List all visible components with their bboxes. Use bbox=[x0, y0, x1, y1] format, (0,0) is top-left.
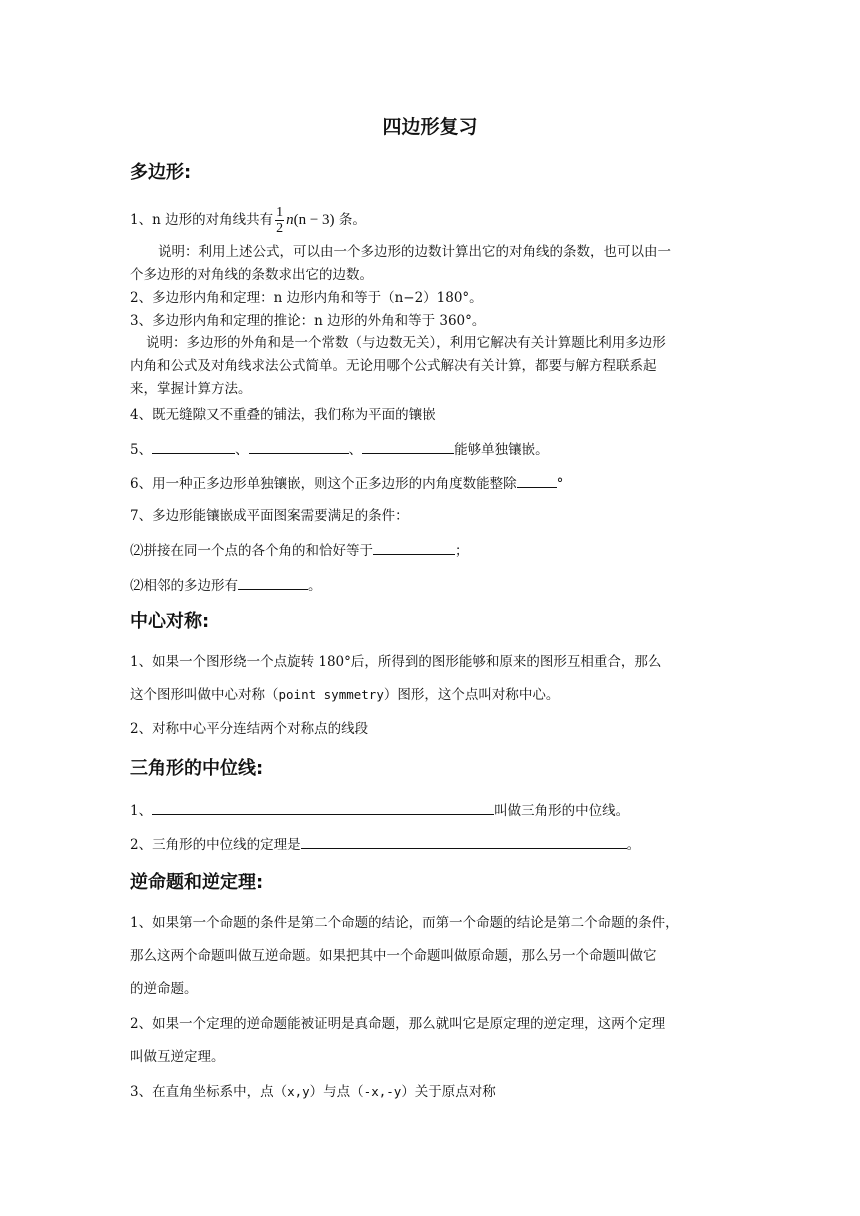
condition-2-suffix: 。 bbox=[308, 578, 322, 594]
fill-blank-8 bbox=[301, 834, 627, 849]
midline-item-1-suffix: 叫做三角形的中位线。 bbox=[494, 803, 630, 819]
formula-n: n bbox=[286, 212, 294, 228]
condition-1-prefix: ⑵拼接在同一个点的各个角的和恰好等于 bbox=[130, 543, 373, 559]
diagonal-fraction bbox=[275, 205, 284, 236]
polygon-note-2-line-3: 来，掌握计算方法。 bbox=[130, 381, 252, 397]
section-heading-midline: 三角形的中位线: bbox=[130, 758, 264, 779]
fill-blank-1 bbox=[152, 439, 235, 454]
polygon-item-4: 4、既无缝隙又不重叠的铺法，我们称为平面的镶嵌 bbox=[130, 407, 436, 423]
formula-rest: (n − 3) bbox=[293, 212, 335, 228]
converse-item-3-b: ）与点（ bbox=[309, 1084, 364, 1100]
section-heading-polygon: 多边形: bbox=[130, 162, 192, 183]
polygon-item-5 bbox=[130, 439, 549, 459]
polygon-note-1-line-1: 说明：利用上述公式，可以由一个多边形的边数计算出它的对角线的条数，也可以由一 bbox=[158, 244, 671, 260]
converse-item-2-line-2: 叫做互逆定理。 bbox=[130, 1049, 225, 1065]
polygon-item-6-suffix: ° bbox=[556, 476, 564, 492]
fill-blank-6 bbox=[238, 575, 308, 590]
polygon-item-5-prefix: 5、 bbox=[130, 442, 153, 458]
polygon-condition-1 bbox=[130, 540, 469, 560]
converse-item-1-line-3: 的逆命题。 bbox=[130, 981, 198, 997]
polygon-item-6 bbox=[130, 473, 563, 493]
converse-item-1-line-2: 那么这两个命题叫做互逆命题。如果把其中一个命题叫做原命题，那么另一个命题叫做它 bbox=[130, 948, 657, 964]
polygon-item-6-prefix: 6、用一种正多边形单独镶嵌，则这个正多边形的内角度数能整除 bbox=[130, 476, 517, 492]
diagonal-formula bbox=[286, 212, 334, 228]
central-symmetry-item-2: 2、对称中心平分连结两个对称点的线段 bbox=[130, 721, 369, 737]
polygon-note-2-line-2: 内角和公式及对角线求法公式简单。无论用哪个公式解决有关计算，都要与解方程联系起 bbox=[130, 358, 657, 374]
polygon-note-2-line-1: 说明：多边形的外角和是一个常数（与边数无关），利用它解决有关计算题比利用多边形 bbox=[146, 335, 666, 351]
polygon-item-1-prefix: 1、n 边形的对角线共有 bbox=[130, 212, 274, 228]
polygon-item-3: 3、多边形内角和定理的推论：n 边形的外角和等于 360°。 bbox=[130, 313, 486, 329]
condition-2-prefix: ⑵相邻的多边形有 bbox=[130, 578, 238, 594]
polygon-item-5-sep-2: 、 bbox=[348, 442, 363, 458]
condition-1-suffix: ； bbox=[455, 543, 469, 559]
midline-item-2 bbox=[130, 834, 640, 854]
midline-item-1 bbox=[130, 800, 629, 820]
polygon-item-1-suffix: 条。 bbox=[338, 212, 366, 228]
page-title: 四边形复习 bbox=[382, 116, 478, 138]
cs-line-2-part-a: 这个图形叫做中心对称（ bbox=[130, 687, 279, 703]
converse-item-1-line-1: 1、如果第一个命题的条件是第二个命题的结论，而第一个命题的结论是第二个命题的条件， bbox=[130, 915, 679, 931]
polygon-note-1-line-2: 个多边形的对角线的条数求出它的边数。 bbox=[130, 267, 373, 283]
midline-item-2-suffix: 。 bbox=[626, 837, 641, 853]
cs-line-2-part-b: ）图形，这个点叫对称中心。 bbox=[383, 687, 560, 703]
fill-blank-4 bbox=[517, 473, 557, 488]
section-heading-central-symmetry: 中心对称: bbox=[130, 611, 210, 632]
midline-item-1-prefix: 1、 bbox=[130, 803, 153, 819]
central-symmetry-item-1-line-1: 1、如果一个图形绕一个点旋转 180°后，所得到的图形能够和原来的图形互相重合，那么 bbox=[130, 654, 662, 670]
fraction-denominator: 2 bbox=[276, 221, 284, 236]
polygon-item-5-suffix: 能够单独镶嵌。 bbox=[454, 442, 549, 458]
fill-blank-3 bbox=[362, 439, 454, 454]
section-heading-converse: 逆命题和逆定理: bbox=[130, 872, 264, 893]
polygon-condition-2 bbox=[130, 575, 322, 595]
polygon-item-7: 7、多边形能镶嵌成平面图案需要满足的条件： bbox=[130, 508, 409, 524]
point-xy: x,y bbox=[287, 1084, 310, 1099]
fill-blank-5 bbox=[373, 540, 455, 555]
polygon-item-2: 2、多边形内角和定理：n 边形内角和等于（n−2）180°。 bbox=[130, 290, 483, 306]
fill-blank-2 bbox=[249, 439, 349, 454]
converse-item-3-c: ）关于原点对称 bbox=[401, 1084, 496, 1100]
central-symmetry-item-1-line-2 bbox=[130, 686, 559, 704]
fill-blank-7 bbox=[152, 800, 494, 815]
polygon-item-1 bbox=[130, 205, 366, 236]
polygon-item-5-sep-1: 、 bbox=[235, 442, 249, 458]
converse-item-3 bbox=[130, 1083, 496, 1101]
fraction-numerator: 1 bbox=[276, 205, 284, 220]
point-neg-xy: -x,-y bbox=[363, 1084, 402, 1099]
converse-item-3-a: 3、在直角坐标系中，点（ bbox=[130, 1084, 288, 1100]
cs-english-term: point symmetry bbox=[278, 687, 384, 702]
converse-item-2-line-1: 2、如果一个定理的逆命题能被证明是真命题，那么就叫它是原定理的逆定理，这两个定理 bbox=[130, 1016, 666, 1032]
midline-item-2-prefix: 2、三角形的中位线的定理是 bbox=[130, 837, 301, 853]
